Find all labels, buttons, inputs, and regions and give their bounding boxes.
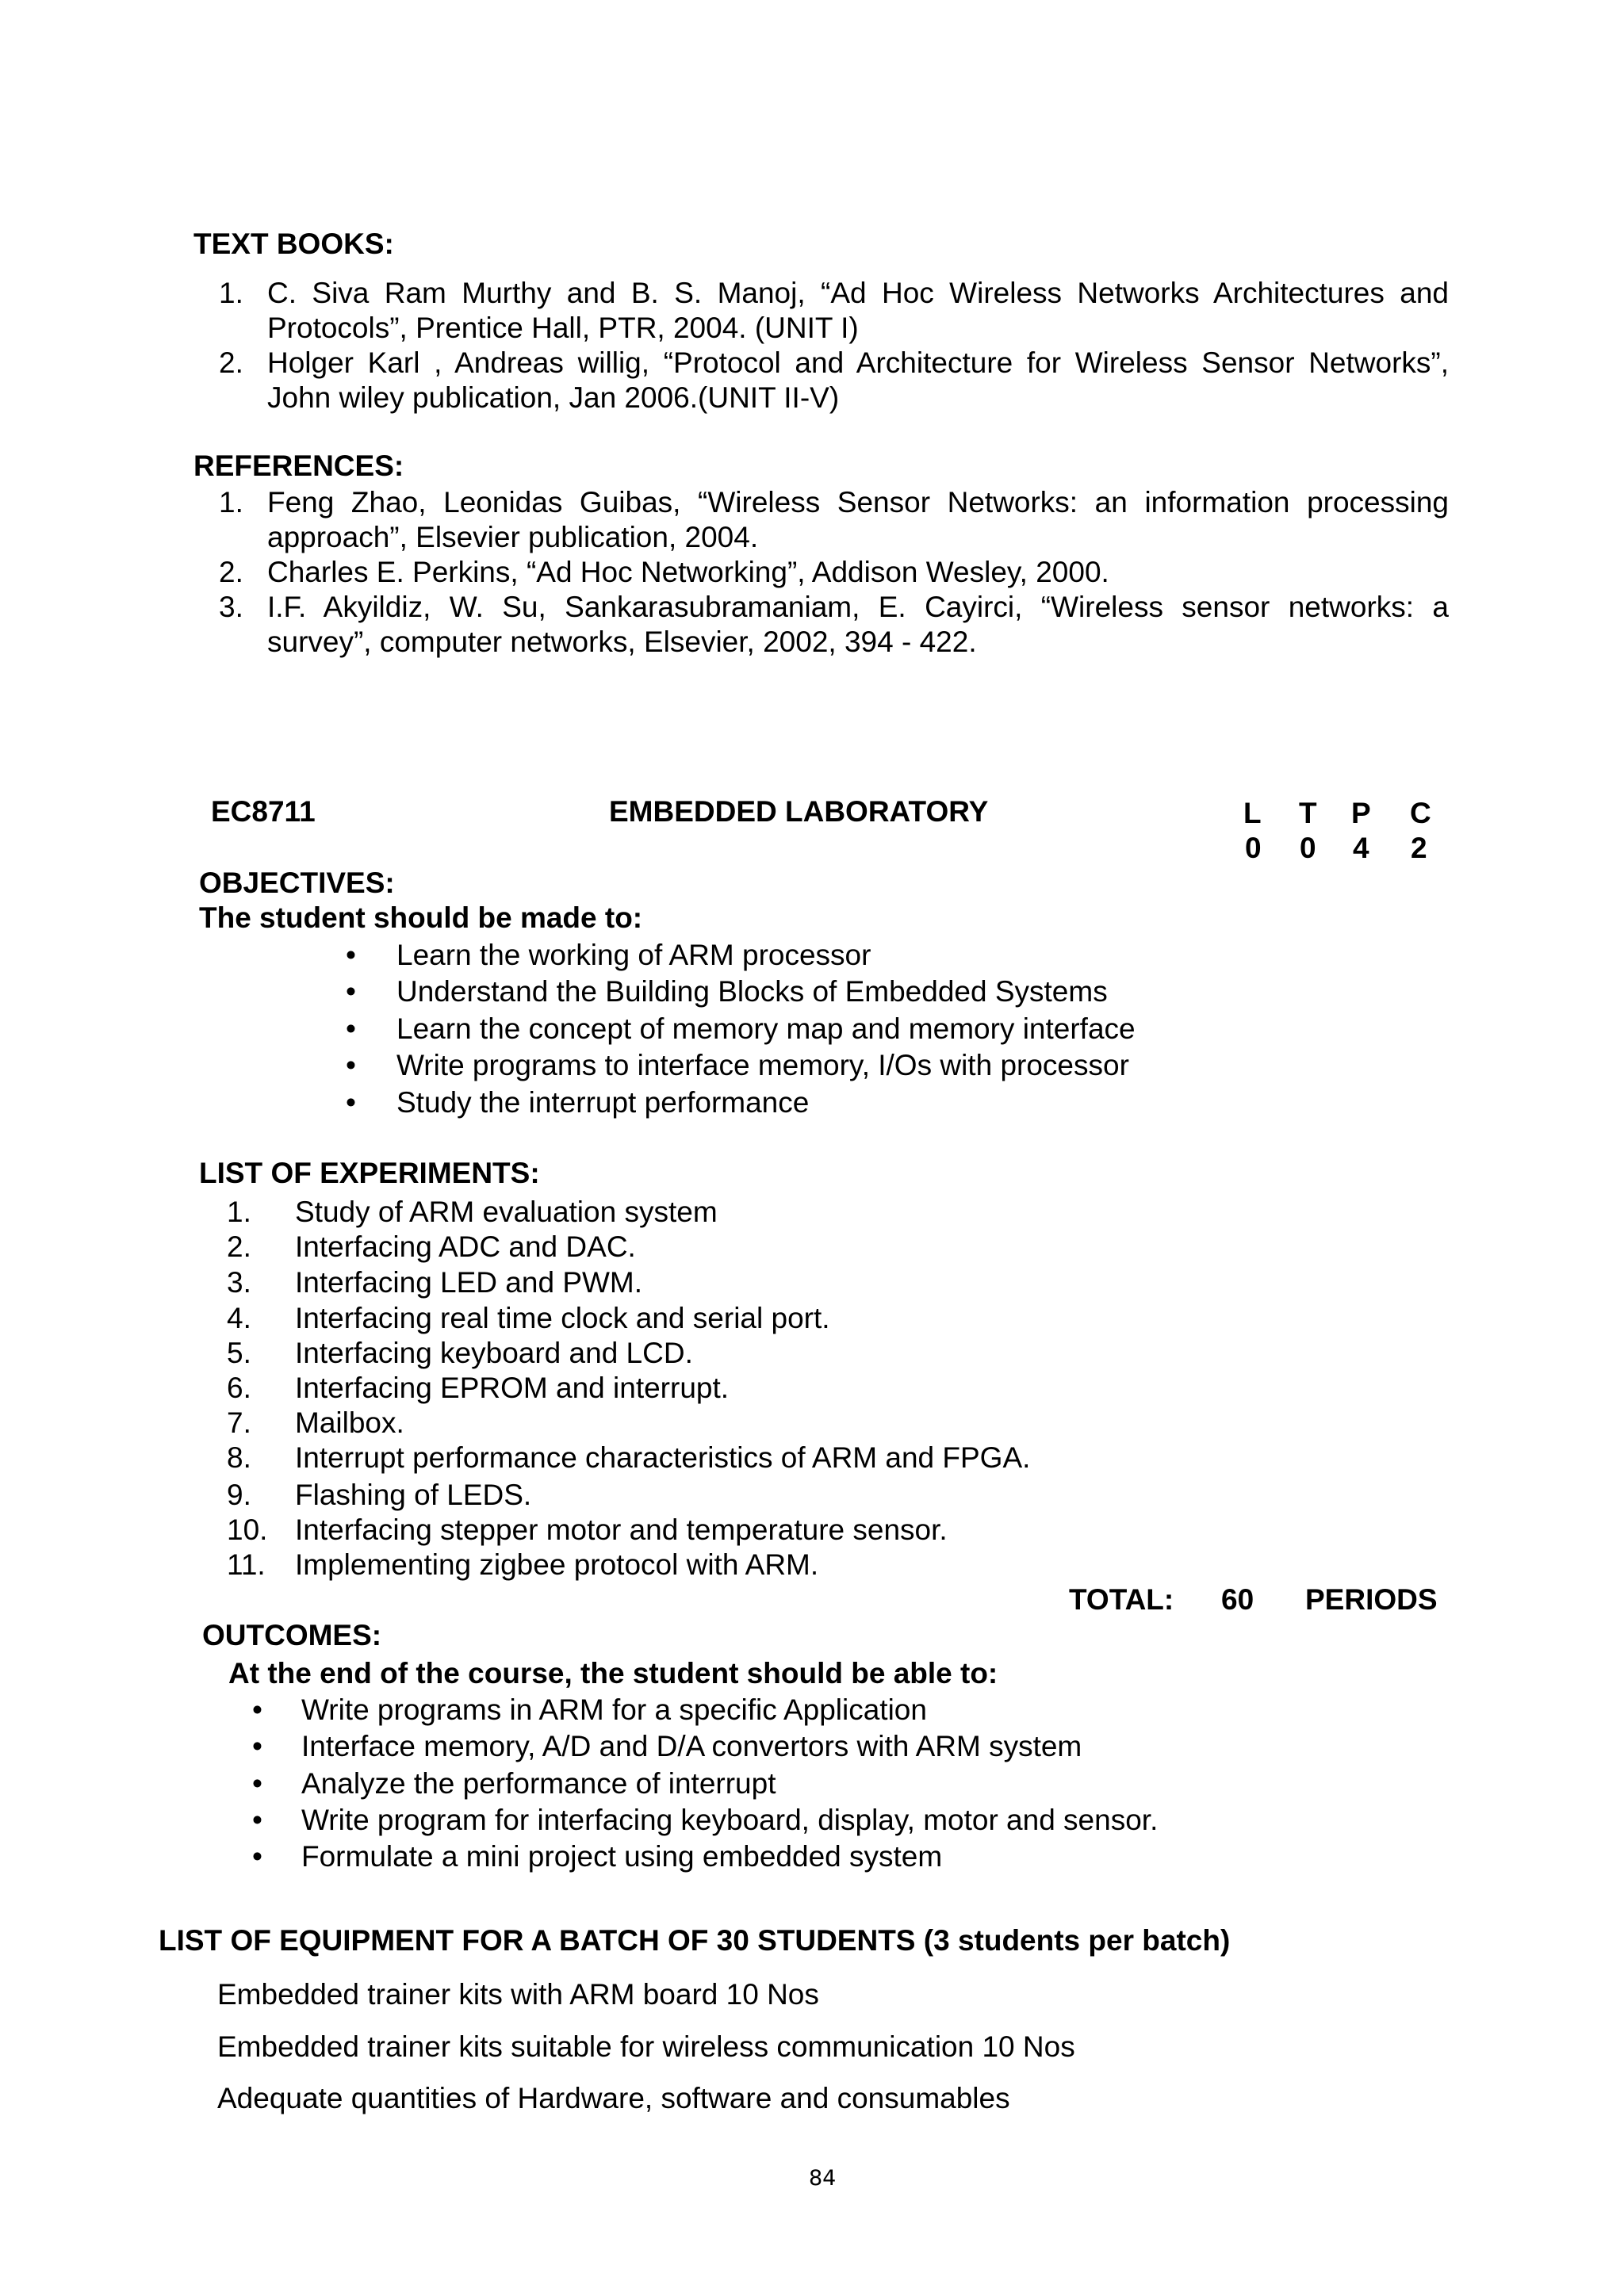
outcomes-intro: At the end of the course, the student should be able to: xyxy=(228,1657,998,1689)
list-number: 1. xyxy=(219,486,243,519)
ltpc-value-l: 0 xyxy=(1245,832,1262,864)
list-number: 8. xyxy=(227,1441,251,1474)
reference-line: Charles E. Perkins, “Ad Hoc Networking”, Addison Wesley, 2000. xyxy=(267,556,1109,588)
text-book-line: John wiley publication, Jan 2006.(UNIT II-V) xyxy=(267,381,840,414)
list-number: 11. xyxy=(227,1548,266,1581)
experiments-heading: LIST OF EXPERIMENTS: xyxy=(199,1157,540,1189)
experiment-text: Mailbox. xyxy=(295,1406,404,1439)
ltpc-label-l: L xyxy=(1243,797,1262,829)
experiment-text: Interfacing EPROM and interrupt. xyxy=(295,1372,730,1404)
list-number: 5. xyxy=(227,1337,251,1369)
bullet-icon: • xyxy=(346,939,356,971)
bullet-icon: • xyxy=(346,1049,356,1081)
ltpc-label-p: P xyxy=(1351,797,1371,829)
bullet-icon: • xyxy=(252,1693,262,1726)
bullet-icon: • xyxy=(252,1840,262,1873)
course-title: EMBEDDED LABORATORY xyxy=(609,795,989,828)
experiment-text: Interrupt performance characteristics of ARM and FPGA. xyxy=(295,1441,1031,1474)
ltpc-label-c: C xyxy=(1410,797,1431,829)
ltpc-label-t: T xyxy=(1299,797,1317,829)
list-number: 7. xyxy=(227,1406,251,1439)
objective-text: Write programs to interface memory, I/Os with processor xyxy=(396,1049,1129,1081)
equipment-item: Adequate quantities of Hardware, software and consumables xyxy=(217,2082,1010,2114)
objective-text: Learn the working of ARM processor xyxy=(396,939,871,971)
experiment-text: Flashing of LEDS. xyxy=(295,1479,532,1511)
list-number: 2. xyxy=(219,346,243,379)
outcome-text: Analyze the performance of interrupt xyxy=(301,1767,776,1800)
text-book-line: Holger Karl , Andreas willig, “Protocol and Architecture for Wireless Sensor Networks”, xyxy=(267,346,1449,379)
outcome-text: Write program for interfacing keyboard, display, motor and sensor. xyxy=(301,1804,1159,1836)
reference-line: Feng Zhao, Leonidas Guibas, “Wireless Sensor Networks: an information processing xyxy=(267,486,1449,519)
total-value: 60 xyxy=(1221,1583,1254,1616)
experiment-text: Interfacing keyboard and LCD. xyxy=(295,1337,693,1369)
ltpc-value-p: 4 xyxy=(1353,832,1369,864)
outcomes-heading: OUTCOMES: xyxy=(202,1619,382,1651)
list-number: 6. xyxy=(227,1372,251,1404)
list-number: 4. xyxy=(227,1302,251,1334)
course-code: EC8711 xyxy=(211,795,316,828)
objective-text: Understand the Building Blocks of Embedded Systems xyxy=(396,975,1108,1008)
objectives-intro: The student should be made to: xyxy=(199,901,643,934)
experiment-text: Interfacing ADC and DAC. xyxy=(295,1230,636,1263)
experiment-text: Implementing zigbee protocol with ARM. xyxy=(295,1548,819,1581)
total-unit: PERIODS xyxy=(1305,1583,1438,1616)
list-number: 3. xyxy=(219,591,243,623)
list-number: 10. xyxy=(227,1513,268,1546)
list-number: 2. xyxy=(227,1230,251,1263)
reference-line: I.F. Akyildiz, W. Su, Sankarasubramaniam, E. Cayirci, “Wireless sensor networks: a xyxy=(267,591,1449,623)
objective-text: Study the interrupt performance xyxy=(396,1086,810,1119)
reference-line: survey”, computer networks, Elsevier, 2002, 394 - 422. xyxy=(267,626,977,658)
experiment-text: Interfacing real time clock and serial port. xyxy=(295,1302,830,1334)
outcome-text: Interface memory, A/D and D/A convertors with ARM system xyxy=(301,1730,1082,1762)
ltpc-value-c: 2 xyxy=(1411,832,1427,864)
references-heading: REFERENCES: xyxy=(193,450,404,482)
list-number: 9. xyxy=(227,1479,251,1511)
experiment-text: Interfacing stepper motor and temperature sensor. xyxy=(295,1513,948,1546)
list-number: 1. xyxy=(227,1196,251,1228)
outcome-text: Formulate a mini project using embedded system xyxy=(301,1840,943,1873)
text-books-heading: TEXT BOOKS: xyxy=(193,228,394,260)
objectives-heading: OBJECTIVES: xyxy=(199,867,395,899)
ltpc-value-t: 0 xyxy=(1300,832,1316,864)
list-number: 3. xyxy=(227,1266,251,1299)
bullet-icon: • xyxy=(252,1767,262,1800)
page-number: 84 xyxy=(809,2166,837,2191)
bullet-icon: • xyxy=(252,1804,262,1836)
experiment-text: Study of ARM evaluation system xyxy=(295,1196,718,1228)
bullet-icon: • xyxy=(252,1730,262,1762)
equipment-item: Embedded trainer kits suitable for wireless communication 10 Nos xyxy=(217,2030,1075,2063)
text-book-line: Protocols”, Prentice Hall, PTR, 2004. (UNIT I) xyxy=(267,312,859,344)
bullet-icon: • xyxy=(346,975,356,1008)
list-number: 2. xyxy=(219,556,243,588)
text-book-line: C. Siva Ram Murthy and B. S. Manoj, “Ad Hoc Wireless Networks Architectures and xyxy=(267,277,1449,309)
equipment-item: Embedded trainer kits with ARM board 10 Nos xyxy=(217,1978,819,2011)
bullet-icon: • xyxy=(346,1086,356,1119)
outcome-text: Write programs in ARM for a specific Application xyxy=(301,1693,927,1726)
objective-text: Learn the concept of memory map and memory interface xyxy=(396,1012,1136,1045)
reference-line: approach”, Elsevier publication, 2004. xyxy=(267,521,759,553)
bullet-icon: • xyxy=(346,1012,356,1045)
total-label: TOTAL: xyxy=(1069,1583,1174,1616)
experiment-text: Interfacing LED and PWM. xyxy=(295,1266,643,1299)
equipment-heading: LIST OF EQUIPMENT FOR A BATCH OF 30 STUDENTS (3 students per batch) xyxy=(159,1924,1231,1957)
list-number: 1. xyxy=(219,277,243,309)
